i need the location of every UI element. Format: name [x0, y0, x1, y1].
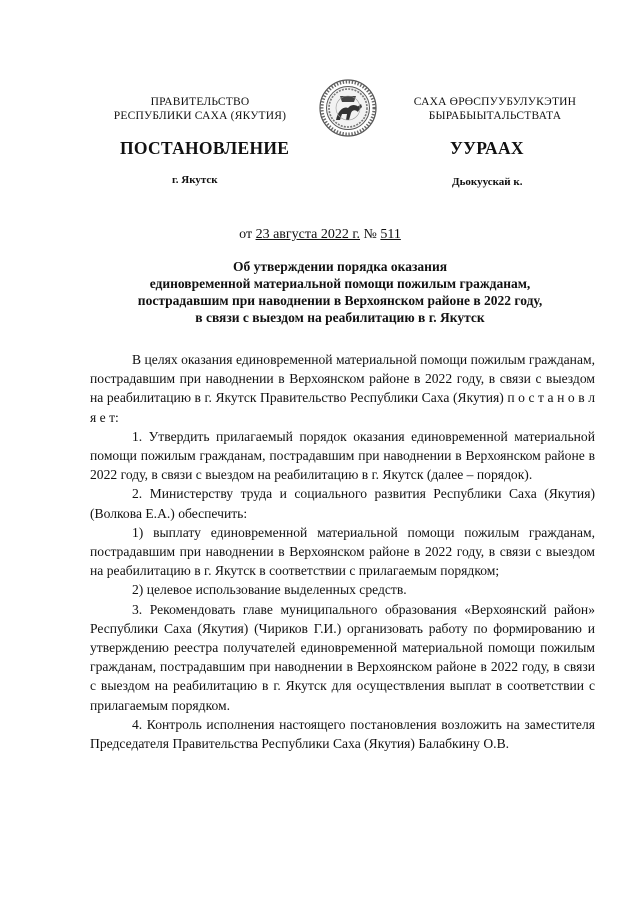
clause-1: 1. Утвердить прилагаемый порядок оказания единовременной материальной помощи пожилым гражданам, пострадавшим при наводнении в Верхоянском районе в 2022 году, в связи с выездом на реабилитацию в г. Якутск (далее – порядок). — [90, 428, 595, 483]
date-prefix: от — [239, 227, 253, 242]
decree-title-line2: единовременной материальной помощи пожилым гражданам, — [149, 276, 531, 291]
decree-date: 23 августа 2022 г. — [255, 227, 361, 242]
city-sakha: Дьокуускай к. — [452, 176, 523, 188]
sakha-coat-of-arms-icon — [318, 78, 378, 138]
clause-4: 4. Контроль исполнения настоящего постановления возложить на заместителя Председателя Правительства Республики Саха (Якутия) Балабкину О.В. — [90, 716, 595, 752]
government-name-ru-line1: ПРАВИТЕЛЬСТВО — [150, 96, 250, 108]
decree-title-line4: в связи с выездом на реабилитацию в г. Якутск — [195, 310, 485, 325]
doctype-ru: ПОСТАНОВЛЕНИЕ — [120, 138, 290, 158]
clause-3: 3. Рекомендовать главе муниципального образования «Верхоянский район» Республики Саха (Якутия) (Чириков Г.И.) организовать работу по формированию и утверждению реестра получателей единовременной материальной помощи пожилым гражданам, пострадавшим при наводнении в Верхоянском районе в 2022 году, в связи с выездом на реабилитацию в г. Якутск для осуществления выплат в соответствии с прилагаемым порядком. — [90, 601, 595, 713]
decree-title-line3: пострадавшим при наводнении в Верхоянском районе в 2022 году, — [137, 293, 543, 308]
preamble-paragraph: В целях оказания единовременной материальной помощи пожилым гражданам, пострадавшим при наводнении в Верхоянском районе в 2022 году, в связи с выездом на реабилитацию в г. Якутск Правительство Республики Саха (Якутия) п о с т а н о в л я е т: — [90, 352, 595, 425]
government-name-sakha-line2: БЫРАБЫЫТАЛЬСТВАТА — [428, 110, 562, 122]
decree-title — [90, 258, 590, 326]
number-sign: № — [363, 227, 377, 242]
government-name-ru — [95, 95, 305, 123]
city-ru: г. Якутск — [172, 174, 218, 186]
decree-body — [90, 350, 595, 753]
government-name-ru-line2: РЕСПУБЛИКИ САХА (ЯКУТИЯ) — [113, 110, 287, 122]
government-name-sakha-line1: САХА ӨРӨСПУУБУЛУКЭТИН — [413, 96, 577, 108]
doctype-sakha: УУРААХ — [450, 138, 524, 158]
clause-2: 2. Министерству труда и социального развития Республики Саха (Якутия) (Волкова Е.А.) обеспечить: — [90, 486, 595, 521]
government-name-sakha — [390, 95, 600, 123]
clause-2-subitem-1: 1) выплату единовременной материальной помощи пожилым гражданам, пострадавшим при наводнении в Верхоянском районе в 2022 году, в связи с выездом на реабилитацию в г. Якутск в соответствии с прилагаемым порядком; — [90, 524, 595, 579]
clause-2-subitem-2: 2) целевое использование выделенных средств. — [132, 582, 407, 598]
decree-date-line — [0, 227, 640, 243]
decree-number: 511 — [380, 227, 401, 242]
decree-title-line1: Об утверждении порядка оказания — [232, 259, 448, 274]
